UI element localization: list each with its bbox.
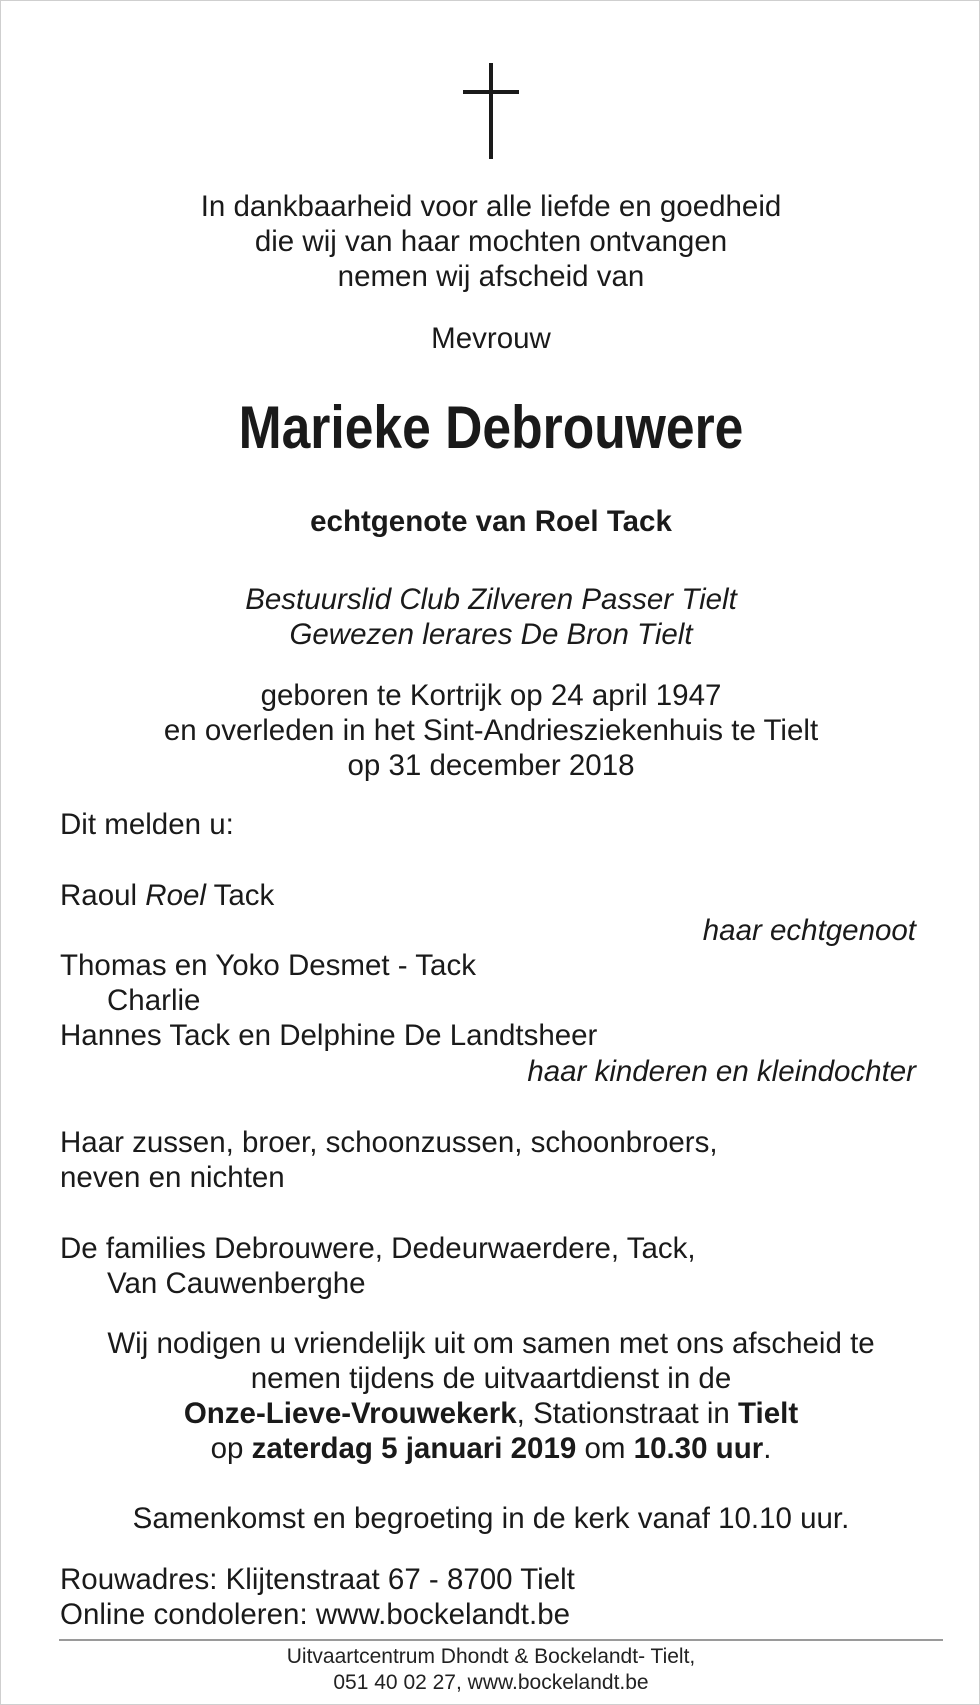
announce-line: Dit melden u: bbox=[60, 808, 234, 841]
title: Mevrouw bbox=[431, 322, 551, 355]
church-name: Onze-Lieve-Vrouwekerk bbox=[183, 1397, 517, 1430]
families-line-2: Van Cauwenberghe bbox=[107, 1267, 366, 1300]
role-line-1: Bestuurslid Club Zilveren Passer Tielt bbox=[245, 583, 737, 616]
birth-line: geboren te Kortrijk op 24 april 1947 bbox=[260, 679, 722, 712]
footer-divider bbox=[59, 1639, 943, 1641]
invitation-date-line: op zaterdag 5 januari 2019 om 10.30 uur. bbox=[210, 1432, 772, 1465]
child-line-2: Hannes Tack en Delphine De Landtsheer bbox=[60, 1019, 598, 1052]
intro-line-3: nemen wij afscheid van bbox=[337, 260, 645, 293]
service-date: zaterdag 5 januari 2019 bbox=[251, 1432, 577, 1465]
city-name: Tielt bbox=[738, 1397, 799, 1430]
spouse-line: echtgenote van Roel Tack bbox=[310, 505, 672, 538]
death-line: en overleden in het Sint-Andriesziekenhuis te Tielt bbox=[163, 714, 819, 747]
grandchild-line: Charlie bbox=[107, 984, 201, 1017]
siblings-line-2: neven en nichten bbox=[60, 1161, 285, 1194]
invitation-line-1: Wij nodigen u vriendelijk uit om samen met ons afscheid te bbox=[107, 1327, 875, 1360]
families-line-1: De families Debrouwere, Dedeurwaerdere, Tack, bbox=[60, 1232, 696, 1265]
children-role: haar kinderen en kleindochter bbox=[527, 1055, 916, 1088]
service-time: 10.30 uur bbox=[633, 1432, 764, 1465]
gathering-line: Samenkomst en begroeting in de kerk vanaf 10.10 uur. bbox=[132, 1502, 850, 1535]
condolences-line: Online condoleren: www.bockelandt.be bbox=[60, 1598, 571, 1631]
spouse-nickname: Roel bbox=[145, 879, 206, 912]
cross-icon bbox=[463, 63, 519, 159]
deceased-name: Marieke Debrouwere bbox=[238, 394, 744, 461]
spouse-role: haar echtgenoot bbox=[702, 914, 916, 947]
child-line-1: Thomas en Yoko Desmet - Tack bbox=[60, 949, 476, 982]
death-date-line: op 31 december 2018 bbox=[347, 749, 635, 782]
address-line: Rouwadres: Klijtenstraat 67 - 8700 Tielt bbox=[60, 1563, 575, 1596]
intro-line-2: die wij van haar mochten ontvangen bbox=[254, 225, 728, 258]
footer-line-1: Uitvaartcentrum Dhondt & Bockelandt- Tielt, bbox=[286, 1645, 696, 1668]
role-line-2: Gewezen lerares De Bron Tielt bbox=[289, 618, 693, 651]
invitation-line-2: nemen tijdens de uitvaartdienst in de bbox=[250, 1362, 732, 1395]
spouse-name: Raoul Roel Tack bbox=[60, 879, 275, 912]
intro-line-1: In dankbaarheid voor alle liefde en goedheid bbox=[200, 190, 782, 223]
footer-line-2: 051 40 02 27, www.bockelandt.be bbox=[333, 1671, 649, 1694]
siblings-line-1: Haar zussen, broer, schoonzussen, schoonbroers, bbox=[60, 1126, 718, 1159]
invitation-church-line: Onze-Lieve-Vrouwekerk, Stationstraat in Tielt bbox=[183, 1397, 799, 1430]
